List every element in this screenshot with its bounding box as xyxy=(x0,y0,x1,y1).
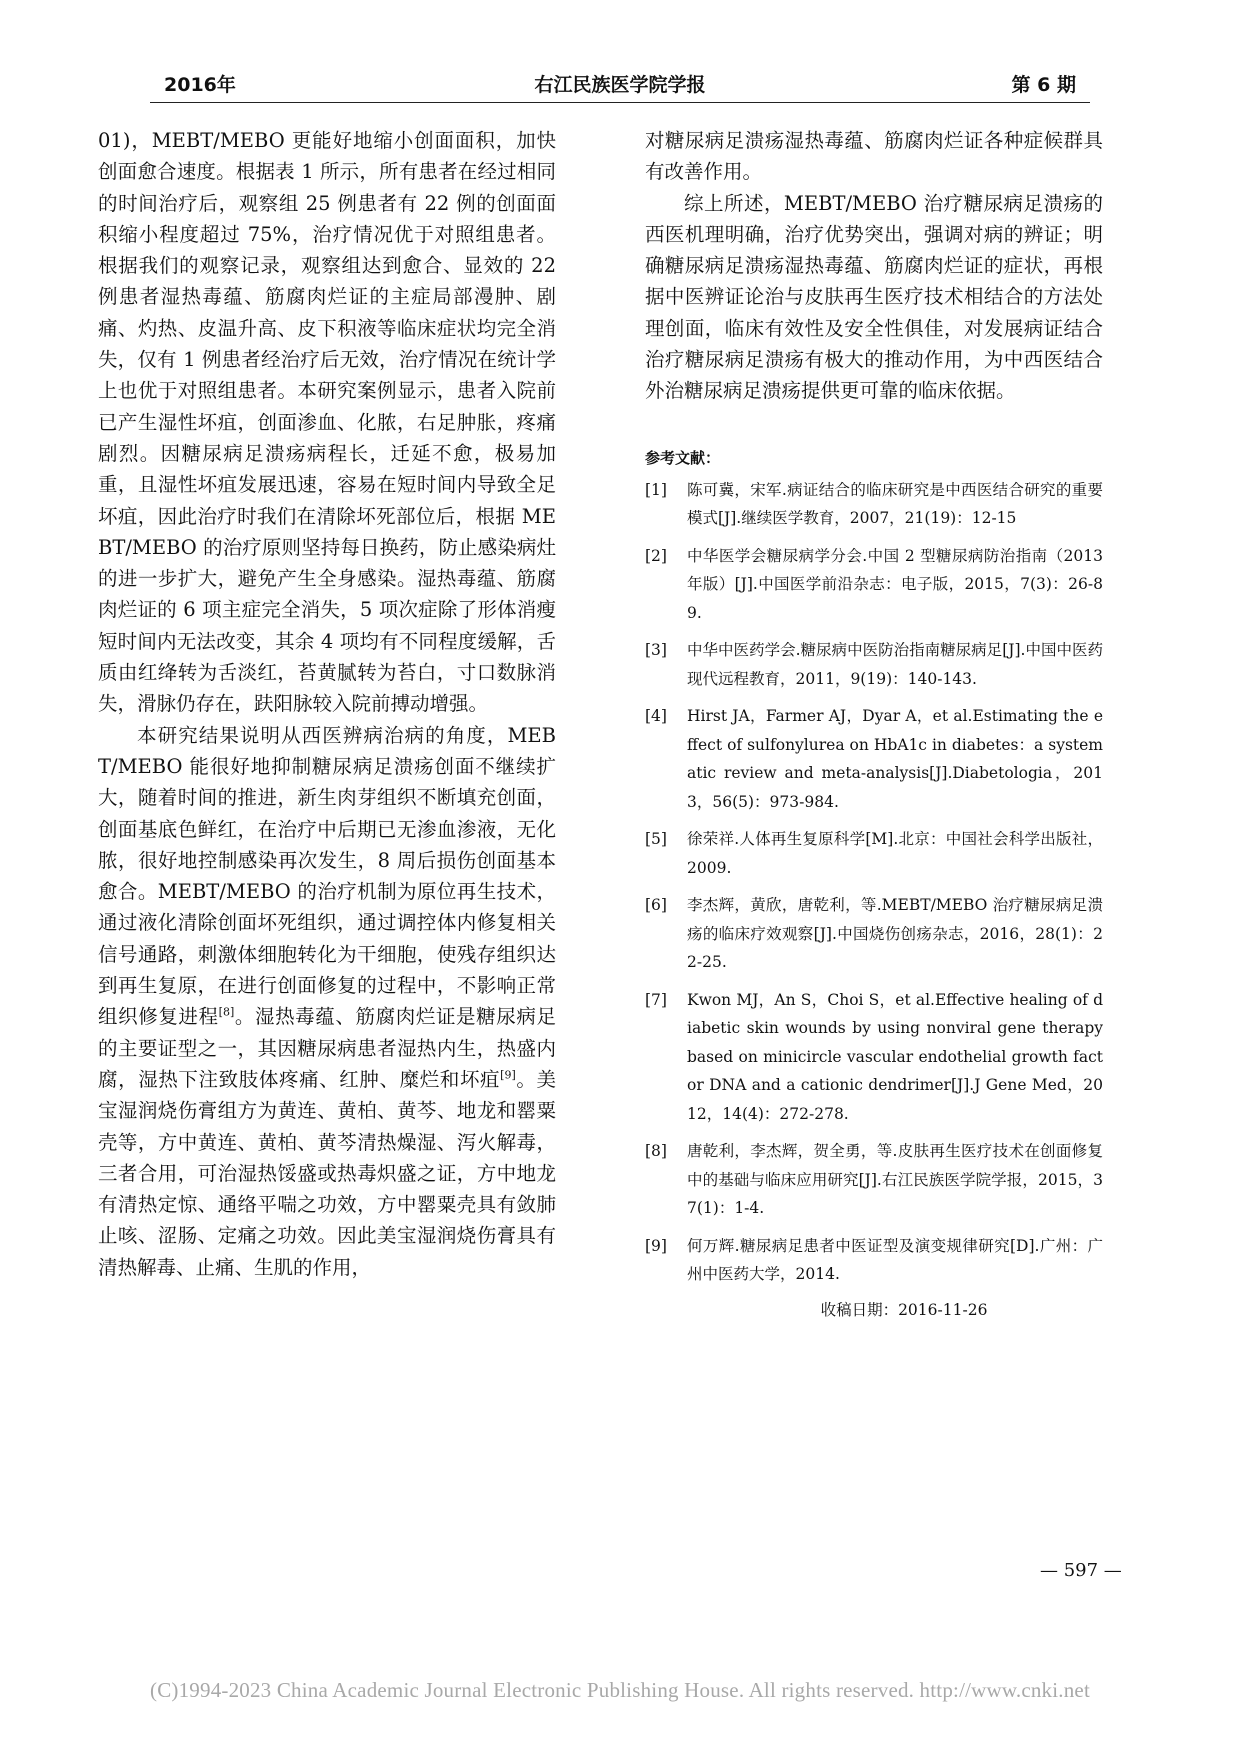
reference-number: [3] xyxy=(645,641,667,660)
body-paragraph xyxy=(98,720,556,1283)
reference-text: 徐荣祥.人体再生复原科学[M].北京：中国社会科学出版社，2009. xyxy=(687,830,1103,877)
reference-text: Kwon MJ，An S，Choi S，et al.Effective healing of diabetic skin wounds by using nonviral gene therapy based on minicircle vascular endothelial growth factor DNA and a cationic dendrimer[J].J Gene Med，2012，14(4)：272-278. xyxy=(687,990,1103,1123)
reference-number: [9] xyxy=(645,1236,667,1255)
running-header xyxy=(150,68,1090,103)
reference-item xyxy=(645,825,1103,882)
reference-item xyxy=(645,476,1103,533)
citation-link[interactable]: [9] xyxy=(500,1068,516,1082)
paragraph-text: 。湿热毒蕴、筋腐肉烂证是糖尿病足的主要证型之一，其因糖尿病患者湿热内生，热盛内腐，湿热下注致肢体疼痛、红肿、糜烂和坏疽 xyxy=(98,1005,556,1091)
reference-item xyxy=(645,542,1103,628)
body-paragraph: 对糖尿病足溃疡湿热毒蕴、筋腐肉烂证各种症候群具有改善作用。 xyxy=(645,129,1103,184)
reference-item xyxy=(645,702,1103,816)
reference-text: 何万辉.糖尿病足患者中医证型及演变规律研究[D].广州：广州中医药大学，2014. xyxy=(687,1236,1103,1284)
body-paragraph: 综上所述，MEBT/MEBO 治疗糖尿病足溃疡的西医机理明确，治疗优势突出，强调对病的辨证；明确糖尿病足溃疡湿热毒蕴、筋腐肉烂证的症状，再根据中医辨证论治与皮肤再生医疗技术相结合的方法处理创面，临床有效性及安全性俱佳，对发展病证结合治疗糖尿病足溃疡有极大的推动作用，为中西医结合外治糖尿病足溃疡提供更可靠的临床依据。 xyxy=(645,191,1103,403)
reference-text: 陈可冀，宋军.病证结合的临床研究是中西医结合研究的重要模式[J].继续医学教育，2007，21(19)：12-15 xyxy=(687,480,1103,528)
header-year: 2016年 xyxy=(164,74,236,96)
reference-text: Hirst JA，Farmer AJ，Dyar A，et al.Estimating the effect of sulfonylurea on HbA1c in diabetes：a systematic review and meta-analysis[J].Diabetologia，2013，56(5)：973-984. xyxy=(687,707,1103,811)
copyright-watermark: (C)1994-2023 China Academic Journal Electronic Publishing House. All rights reserved. http://www.cnki.net xyxy=(150,1678,1090,1702)
reference-text: 中华医学会糖尿病学分会.中国 2 型糖尿病防治指南（2013 年版）[J].中国医学前沿杂志：电子版，2015，7(3)：26-89. xyxy=(687,546,1103,622)
header-journal-title: 右江民族医学院学报 xyxy=(534,74,706,96)
reference-number: [5] xyxy=(645,830,667,849)
references-title: 参考文献： xyxy=(645,448,721,467)
left-column xyxy=(98,125,556,1283)
paragraph-text: 。美宝湿润烧伤膏组方为黄连、黄柏、黄芩、地龙和罂粟壳等，方中黄连、黄柏、黄芩清热燥湿、泻火解毒，三者合用，可治湿热馁盛或热毒炽盛之证，方中地龙有清热定惊、通络平喘之功效，方中罂粟壳具有敛肺止咳、涩肠、定痛之功效。因此美宝湿润烧伤膏具有清热解毒、止痛、生肌的作用， xyxy=(98,1067,556,1279)
reference-number: [4] xyxy=(645,707,667,726)
reference-item xyxy=(645,1232,1103,1289)
reference-number: [6] xyxy=(645,896,667,915)
reference-item xyxy=(645,636,1103,693)
header-issue: 第 6 期 xyxy=(1011,74,1076,96)
reference-item xyxy=(645,986,1103,1129)
received-date: 收稿日期：2016-11-26 xyxy=(820,1300,988,1319)
reference-text: 李杰辉，黄欣，唐乾利，等.MEBT/MEBO 治疗糖尿病足溃疡的临床疗效观察[J].中国烧伤创疡杂志，2016，28(1)：22-25. xyxy=(687,896,1103,972)
reference-number: [2] xyxy=(645,546,667,565)
reference-number: [1] xyxy=(645,480,667,499)
body-paragraph: 01)，MEBT/MEBO 更能好地缩小创面面积，加快创面愈合速度。根据表 1 所示，所有患者在经过相同的时间治疗后，观察组 25 例患者有 22 例的创面面积缩小程度超过 75%，治疗情况优于对照组患者。根据我们的观察记录，观察组达到愈合、显效的 22 例患者湿热毒蕴、筋腐肉烂证的主症局部漫肿、剧痛、灼热、皮温升高、皮下积液等临床症状均完全消失，仅有 1 例患者经治疗后无效，治疗情况在统计学上也优于对照组患者。本研究案例显示，患者入院前已产生湿性坏疽，创面渗血、化脓，右足肿胀，疼痛剧烈。因糖尿病足溃疡病程长，迁延不愈，极易加重，且湿性坏疽发展迅速，容易在短时间内导致全足坏疽，因此治疗时我们在清除坏死部位后，根据 MEBT/MEBO 的治疗原则坚持每日换药，防止感染病灶的进一步扩大，避免产生全身感染。湿热毒蕴、筋腐肉烂证的 6 项主症完全消失，5 项次症除了形体消瘦短时间内无法改变，其余 4 项均有不同程度缓解，舌质由红绛转为舌淡红，苔黄腻转为苔白，寸口数脉消失，滑脉仍存在，趺阳脉较入院前搏动增强。 xyxy=(98,129,556,716)
paragraph-text: 本研究结果说明从西医辨病治病的角度，MEBT/MEBO 能很好地抑制糖尿病足溃疡创面不继续扩大，随着时间的推进，新生肉芽组织不断填充创面，创面基底色鲜红，在治疗中后期已无渗血渗液，无化脓，很好地控制感染再次发生，8 周后损伤创面基本愈合。MEBT/MEBO 的治疗机制为原位再生技术，通过液化清除创面坏死组织，通过调控体内修复相关信号通路，刺激体细胞转化为干细胞，使残存组织达到再生复原，在进行创面修复的过程中，不影响正常组织修复进程 xyxy=(98,723,556,1029)
reference-text: 中华中医药学会.糖尿病中医防治指南糖尿病足[J].中国中医药现代远程教育，2011，9(19)：140-143. xyxy=(687,641,1103,688)
reference-text: 唐乾利，李杰辉，贺全勇，等.皮肤再生医疗技术在创面修复中的基础与临床应用研究[J].右江民族医学院学报，2015，37(1)：1-4. xyxy=(687,1142,1103,1218)
reference-number: [7] xyxy=(645,990,667,1009)
citation-link[interactable]: [8] xyxy=(218,1005,235,1019)
references-section xyxy=(645,447,1103,1320)
reference-item xyxy=(645,1137,1103,1223)
right-column xyxy=(645,125,1103,1320)
reference-item xyxy=(645,891,1103,977)
reference-number: [8] xyxy=(645,1142,667,1161)
page-number: — 597 — xyxy=(1040,1560,1122,1581)
